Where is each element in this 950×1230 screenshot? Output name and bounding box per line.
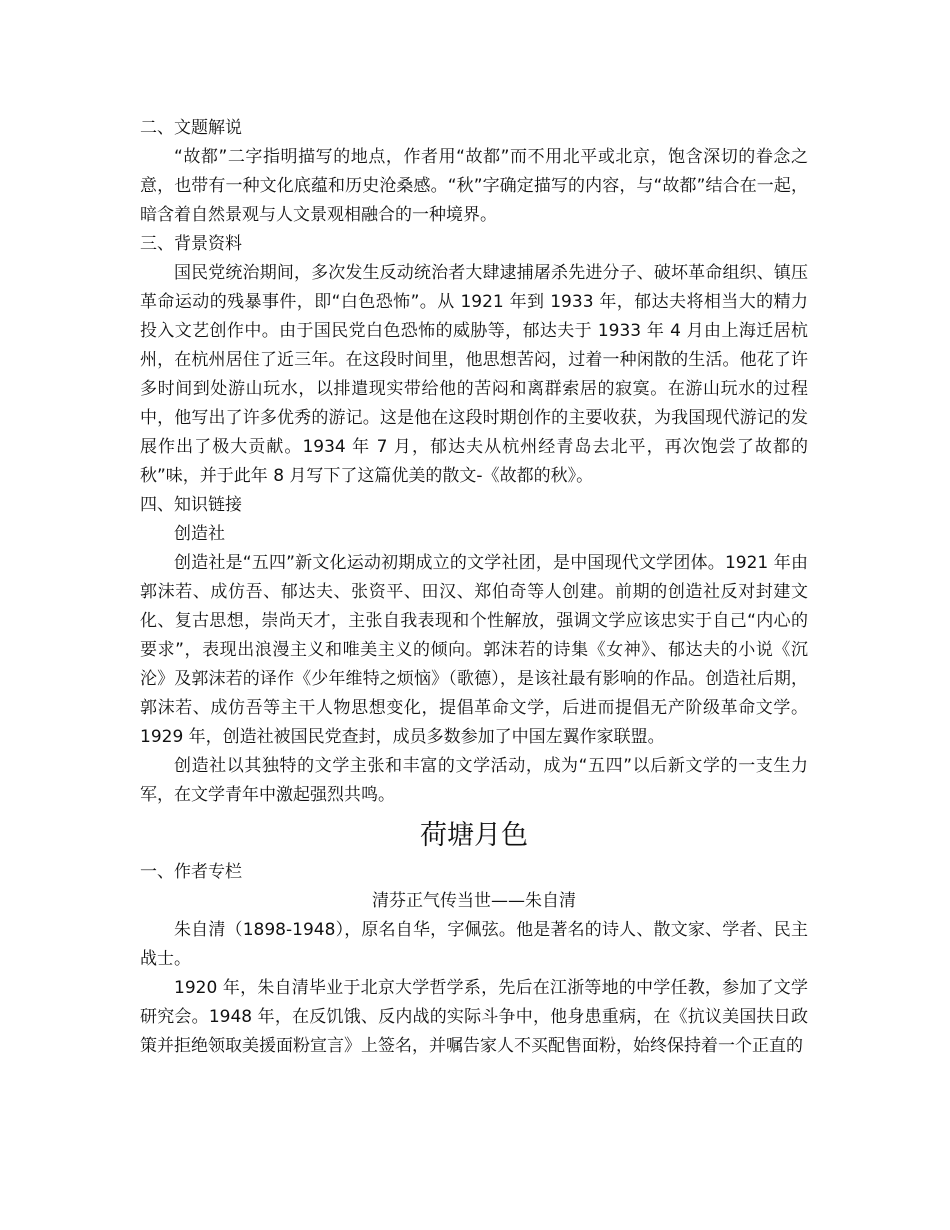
section-title-explanation: [140, 114, 808, 230]
section-knowledge-link: [140, 491, 808, 810]
section-heading: 四、知识链接: [140, 495, 242, 515]
paragraph: 朱自清（1898-1948），原名自华，字佩弦。他是著名的诗人、散文家、学者、民主战士。: [140, 920, 808, 969]
paragraph: 1920 年，朱自清毕业于北京大学哲学系，先后在江浙等地的中学任教，参加了文学研究会。1948 年，在反饥饿、反内战的实际斗争中，他身患重病，在《抗议美国扶日政策并拒绝领取美援面粉宣言》上签名，并嘱告家人不买配售面粉，始终保持着一个正直的: [140, 978, 808, 1056]
section-background: [140, 230, 808, 491]
document-page: [140, 114, 808, 1061]
subheading: 创造社: [174, 524, 225, 544]
paragraph: “故都”二字指明描写的地点，作者用“故都”而不用北平或北京，饱含深切的眷念之意，也带有一种文化底蕴和历史沧桑感。“秋”字确定描写的内容，与“故都”结合在一起，暗含着自然景观与人文景观相融合的一种境界。: [140, 147, 808, 225]
section-heading: 一、作者专栏: [140, 862, 242, 882]
paragraph: 创造社以其独特的文学主张和丰富的文学活动，成为“五四”以后新文学的一支生力军，在文学青年中激起强烈共鸣。: [140, 756, 808, 805]
column-subtitle: 清芬正气传当世——朱自清: [372, 891, 576, 911]
article-title: 荷塘月色: [420, 820, 528, 851]
paragraph: 国民党统治期间，多次发生反动统治者大肆逮捕屠杀先进分子、破坏革命组织、镇压革命运动的残暴事件，即“白色恐怖”。从 1921 年到 1933 年，郁达夫将相当大的精力投入文艺创作中。由于国民党白色恐怖的威胁等，郁达夫于 1933 年 4 月由上海迁居杭州，在杭州居住了近三年。在这段时间里，他思想苦闷，过着一种闲散的生活。他花了许多时间到处游山玩水，以排遣现实带给他的苦闷和离群索居的寂寞。在游山玩水的过程中，他写出了许多优秀的游记。这是他在这段时期创作的主要收获，为我国现代游记的发展作出了极大贡献。1934 年 7 月，郁达夫从杭州经青岛去北平，再次饱尝了故都的秋”味，并于此年 8 月写下了这篇优美的散文-《故都的秋》。: [140, 263, 808, 486]
paragraph: 创造社是“五四”新文化运动初期成立的文学社团，是中国现代文学团体。1921 年由郭沫若、成仿吾、郁达夫、张资平、田汉、郑伯奇等人创建。前期的创造社反对封建文化、复古思想，崇尚天才，主张自我表现和个性解放，强调文学应该忠实于自己“内心的要求”，表现出浪漫主义和唯美主义的倾向。郭沫若的诗集《女神》、郁达夫的小说《沉沦》及郭沫若的译作《少年维特之烦恼》（歌德），是该社最有影响的作品。创造社后期，郭沫若、成仿吾等主干人物思想变化，提倡革命文学，后进而提倡无产阶级革命文学。1929 年，创造社被国民党查封，成员多数参加了中国左翼作家联盟。: [140, 553, 808, 747]
article-lotus-pond-moonlight: [140, 816, 808, 1061]
section-heading: 三、背景资料: [140, 234, 242, 254]
section-heading: 二、文题解说: [140, 118, 242, 138]
